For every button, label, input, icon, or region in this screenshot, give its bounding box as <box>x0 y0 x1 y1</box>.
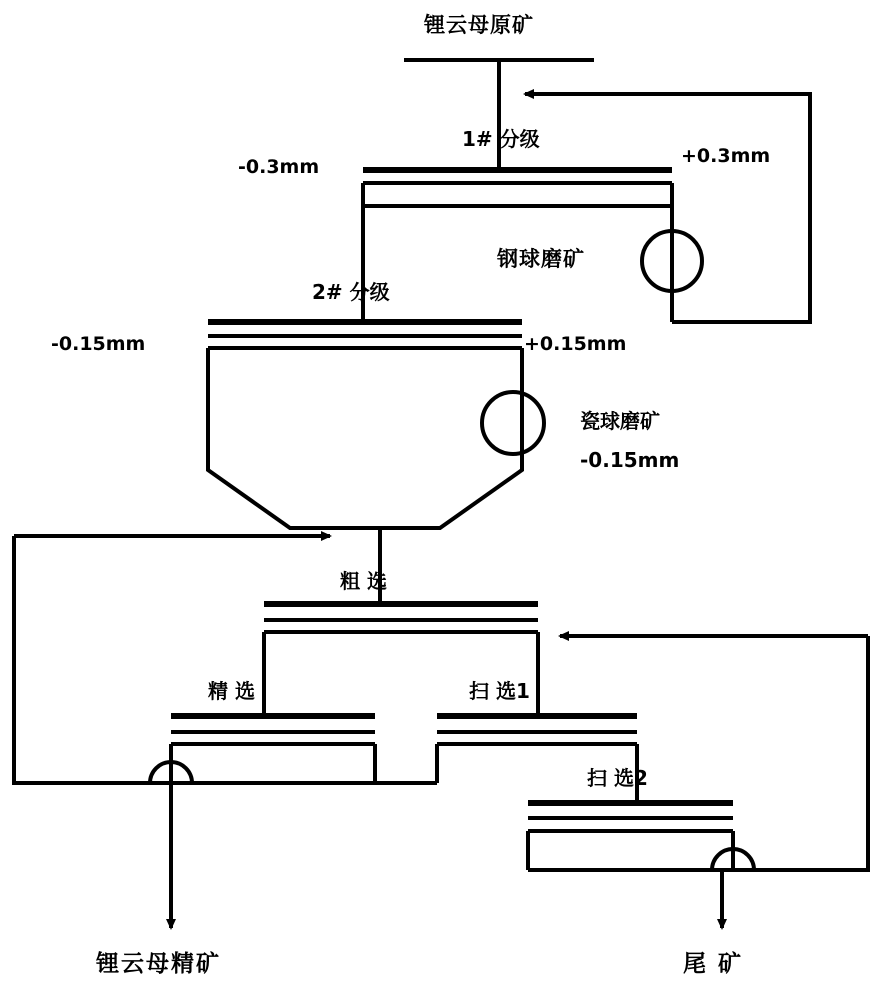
concentrate-label: 锂云母精矿 <box>96 951 221 977</box>
cleaner-symbol <box>136 716 375 783</box>
classifier-2-undersize-label: -0.15mm <box>51 333 146 355</box>
ceramic-ball-mill-symbol <box>482 392 544 454</box>
classifier-2-oversize-label: +0.15mm <box>524 333 627 355</box>
cleaner-middling-return-riser <box>14 536 136 783</box>
rougher-symbol <box>264 604 538 632</box>
feed-label: 锂云母原矿 <box>424 13 534 37</box>
classifier-1-label: 1# 分级 <box>462 127 540 151</box>
steel-ball-mill-label: 钢球磨矿 <box>497 247 585 271</box>
classifier-2-undersize-stream <box>208 348 380 528</box>
tailings-label: 尾 矿 <box>683 951 744 977</box>
ceramic-ball-mill-label-line1: 瓷球磨矿 <box>580 409 660 433</box>
scavenger-2-symbol <box>528 803 770 870</box>
scavenger-2-label: 扫 选2 <box>587 766 648 790</box>
classifier-1-symbol <box>363 170 672 183</box>
classifier-2-symbol <box>208 322 522 348</box>
classifier-2-label: 2# 分级 <box>312 280 390 304</box>
ceramic-ball-mill-label-line2: -0.15mm <box>580 448 680 472</box>
classifier-1-oversize-label: +0.3mm <box>681 145 771 167</box>
cleaner-label: 精 选 <box>208 679 255 703</box>
feed-stream-bar <box>404 60 594 170</box>
classifier-2-cone-right <box>380 348 522 528</box>
scavenger-1-label: 扫 选1 <box>469 679 530 703</box>
rougher-label: 粗 选 <box>340 569 387 593</box>
classifier-1-undersize-label: -0.3mm <box>238 156 320 178</box>
scavenger-return-riser <box>770 636 868 870</box>
